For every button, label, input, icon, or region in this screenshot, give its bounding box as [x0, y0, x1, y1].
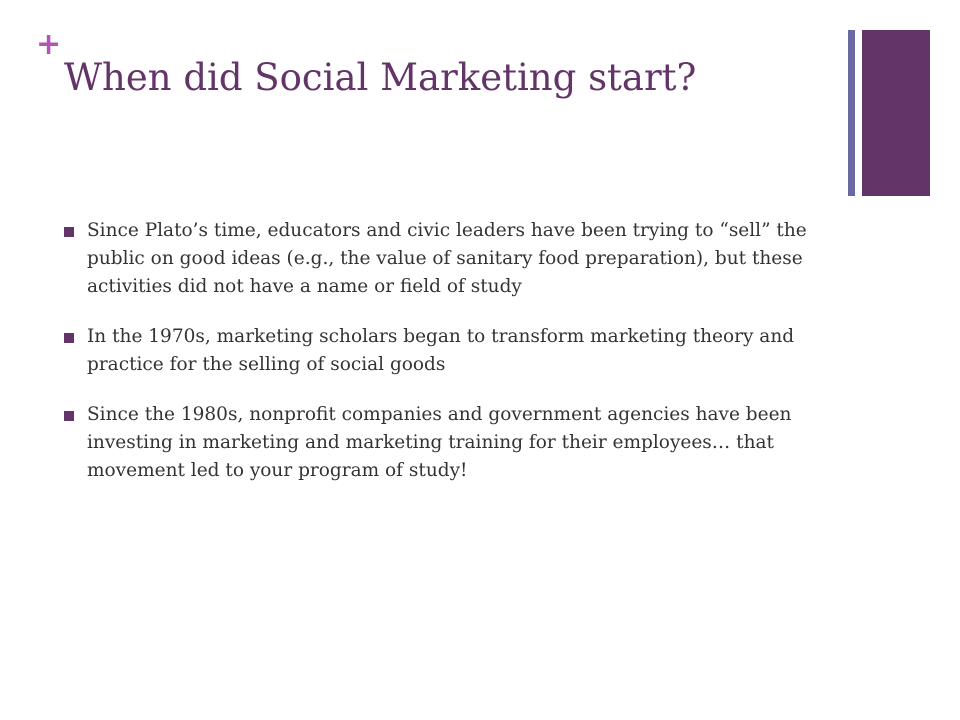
square-bullet-icon	[64, 411, 74, 421]
decorative-bar-thin	[848, 30, 855, 196]
slide-title: When did Social Marketing start?	[64, 56, 697, 99]
decorative-bar-thick	[862, 30, 930, 196]
bullet-list	[64, 217, 824, 507]
bullet-item	[64, 401, 824, 485]
bullet-text: Since the 1980s, nonprofit companies and government agencies have been investing in marketing and marketing training for their employees… that movement led to your program of study!	[87, 404, 792, 481]
square-bullet-icon	[64, 227, 74, 237]
bullet-text: In the 1970s, marketing scholars began to transform marketing theory and practice for the selling of social goods	[87, 326, 795, 375]
bullet-text: Since Plato’s time, educators and civic leaders have been trying to “sell” the public on good ideas (e.g., the value of sanitary food preparation), but these activities did not have a name or field of study	[87, 220, 807, 297]
square-bullet-icon	[64, 333, 74, 343]
bullet-item	[64, 323, 824, 379]
plus-icon: +	[36, 27, 62, 62]
bullet-item	[64, 217, 824, 301]
